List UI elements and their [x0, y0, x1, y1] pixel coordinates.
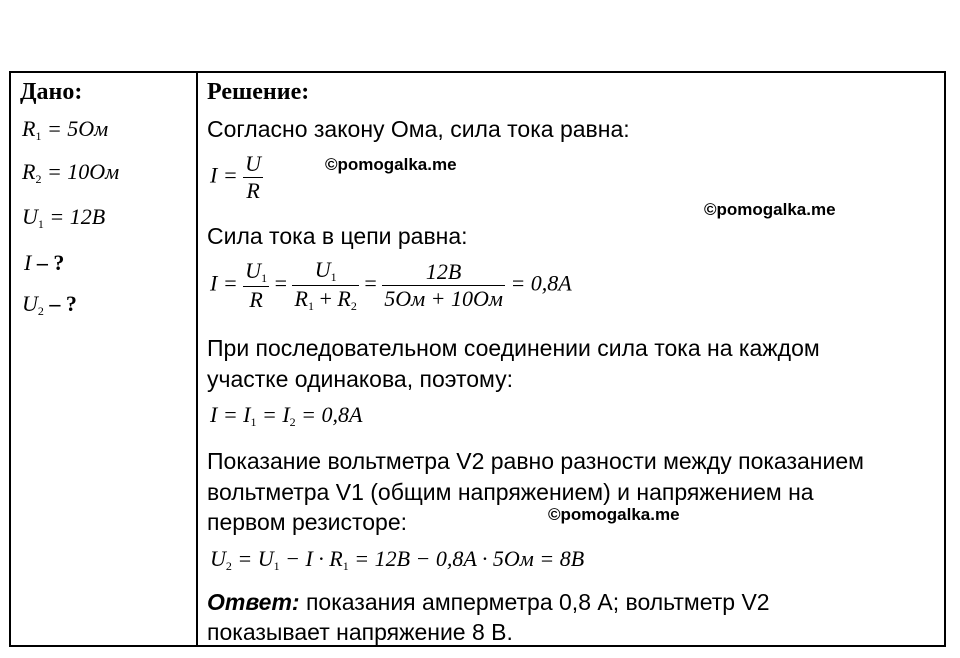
solution-line-3a: При последовательном соединении сила тока на каждом [207, 335, 820, 361]
given-r2: $R_2 = 10Ом$ [22, 159, 120, 186]
given-title: Дано: [20, 79, 83, 105]
answer-line-2: показывает напряжение 8 В. [207, 619, 513, 645]
column-divider [196, 71, 198, 647]
solution-title: Решение: [207, 79, 310, 105]
solution-line-4b: вольтметра V1 (общим напряжением) и напряжением на [207, 479, 814, 505]
solution-line-4a: Показание вольтметра V2 равно разности между показанием [207, 448, 864, 474]
solution-line-3b: участке одинакова, поэтому: [207, 366, 514, 392]
solution-line-4c: первом резисторе: [207, 509, 408, 535]
formula-voltage: $U_2 = U_1 - I \cdot R_1 = 12B - 0,8A \cdot 5Ом = 8B$ [210, 546, 585, 573]
given-r1: $R_1 = 5Ом$ [22, 116, 109, 143]
solution-line-1: Согласно закону Ома, сила тока равна: [207, 116, 630, 142]
answer-line-1: Ответ: показания амперметра 0,8 А; вольтметр V2 [207, 589, 770, 615]
watermark-2: ©pomogalka.me [704, 200, 836, 219]
formula-ohm: I = $\frac{U}{R}$ [210, 151, 262, 204]
watermark-3: ©pomogalka.me [548, 505, 680, 524]
formula-current: I = $\frac{U_1}{R}$ = $\frac{U_1}{R_1 + R_2}$ = $\frac{12B}{5Ом + 10Ом}$ = 0,8A [210, 257, 572, 314]
find-u2: $U_2$ – ? [22, 291, 77, 318]
formula-series: $I = I_1 = I_2 = 0,8A$ [210, 402, 363, 429]
given-u1: $U_1 = 12B$ [22, 204, 106, 231]
watermark-1: ©pomogalka.me [325, 155, 457, 174]
find-i: I – ? [24, 250, 65, 275]
solution-line-2: Сила тока в цепи равна: [207, 223, 468, 249]
